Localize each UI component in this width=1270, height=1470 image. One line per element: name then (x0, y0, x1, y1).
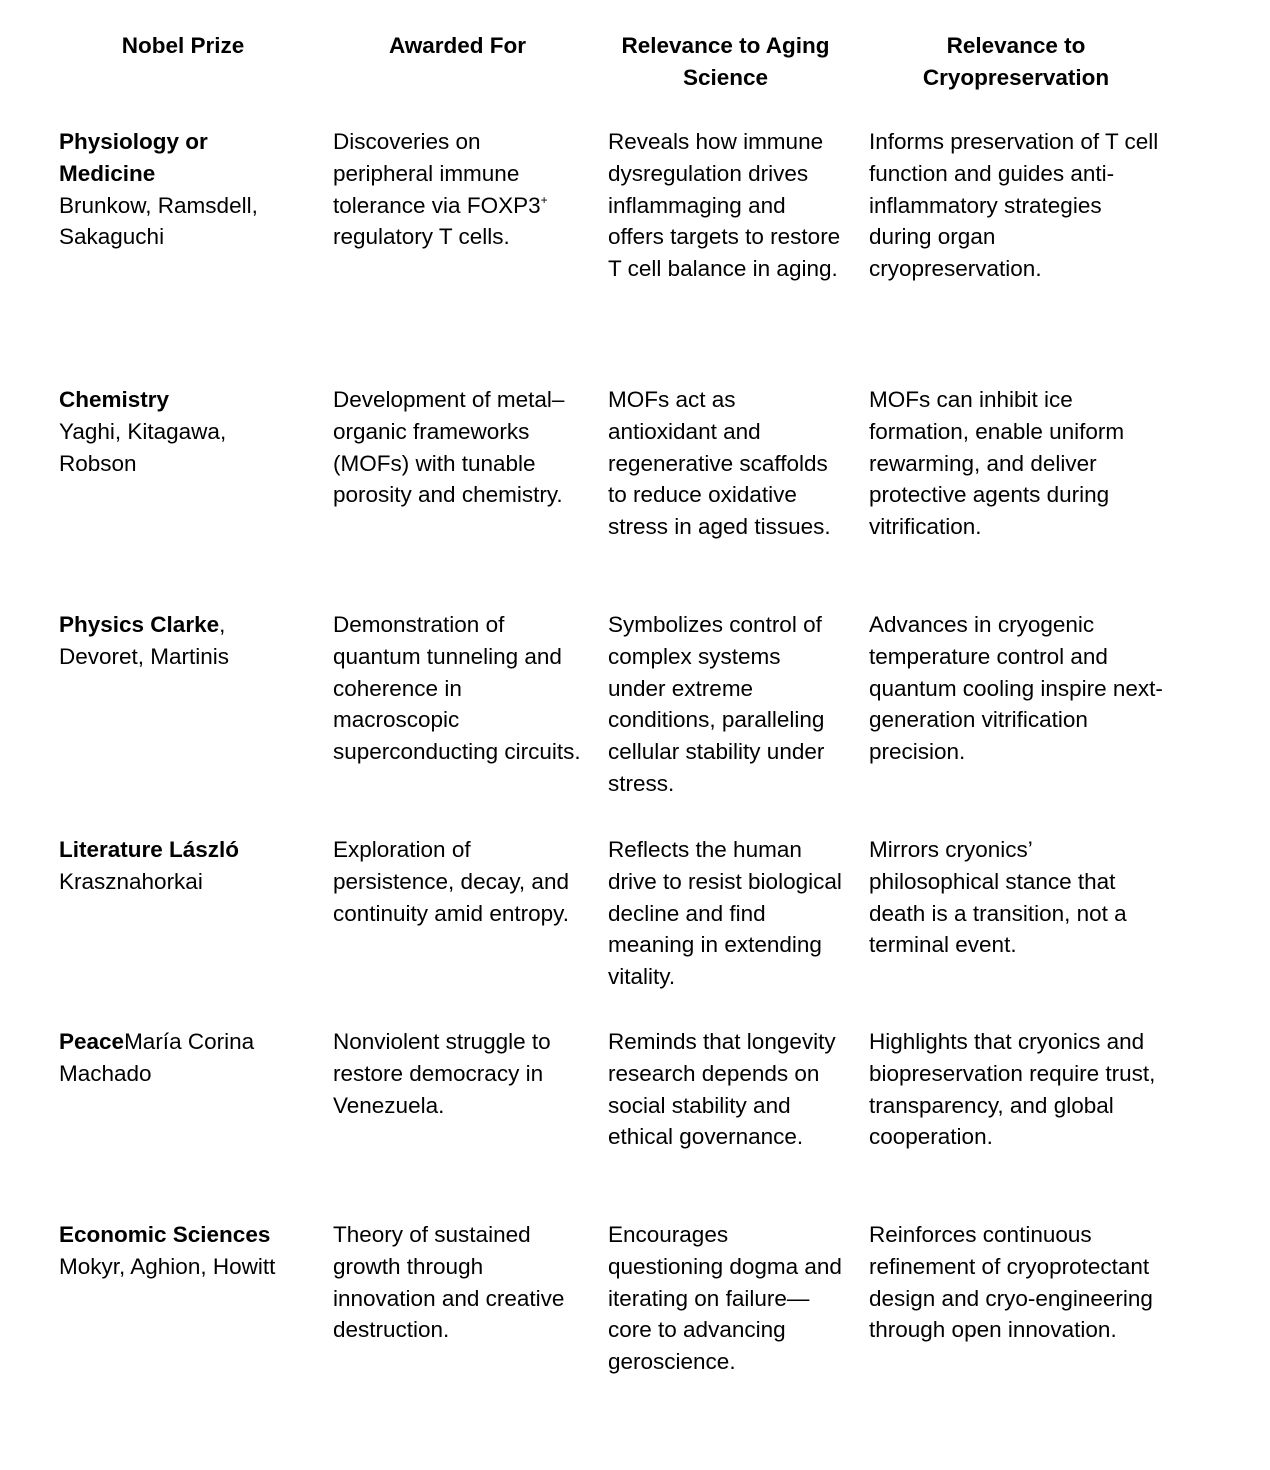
prize-category: Peace (59, 1029, 125, 1054)
prize-category: Literature László (59, 837, 240, 862)
cryo-cell: Mirrors cryonics’ philosophical stance that death is a transition, not a terminal event. (869, 837, 1127, 958)
cryo-cell: Reinforces continuous refinement of cryoprotectant design and cryo-engineering through open innovation. (869, 1222, 1153, 1343)
aging-cell: Symbolizes control of complex systems under extreme conditions, paralleling cellular stability under stress. (608, 612, 825, 796)
prize-laureates: María Corina Machado (59, 1029, 255, 1086)
prize-laureates: Brunkow, Ramsdell, Sakaguchi (59, 192, 258, 250)
prize-category: Physics Clarke (59, 612, 220, 637)
superscript-plus: + (540, 192, 548, 207)
cryo-cell: Advances in cryogenic temperature control and quantum cooling inspire next-generation vitrification precision. (869, 612, 1163, 765)
awarded-cell: Exploration of persistence, decay, and continuity amid entropy. (333, 837, 569, 926)
prize-cell (46, 609, 320, 834)
prize-laureates: Krasznahorkai (59, 868, 203, 894)
table-row (46, 126, 1176, 384)
awarded-cell: Theory of sustained growth through innovation and creative destruction. (333, 1222, 565, 1343)
awarded-text: Discoveries on peripheral immune tolerance via FOXP3 (333, 129, 541, 218)
aging-cell: Reminds that longevity research depends on social stability and ethical governance. (608, 1029, 836, 1150)
prize-category: Economic Sciences (59, 1222, 271, 1247)
prize-laureates: Mokyr, Aghion, Howitt (59, 1253, 276, 1279)
nobel-prize-table (46, 28, 1176, 1419)
table-header-row (46, 28, 1176, 126)
table-row (46, 1026, 1176, 1219)
prize-laureates: Yaghi, Kitagawa, Robson (59, 418, 227, 476)
prize-category: Chemistry (59, 387, 170, 412)
awarded-cell: Nonviolent struggle to restore democracy in Venezuela. (333, 1029, 551, 1118)
prize-category: Physiology or Medicine (59, 129, 208, 186)
prize-cell (46, 1219, 320, 1419)
cryo-cell: Informs preservation of T cell function and guides anti-inflammatory strategies during organ cryopreservation. (869, 129, 1159, 282)
prize-cell (46, 1026, 320, 1219)
awarded-cell (320, 126, 595, 384)
table-row (46, 834, 1176, 1026)
awarded-cell: Development of metal–organic frameworks (MOFs) with tunable porosity and chemistry. (333, 387, 565, 508)
prize-cell (46, 126, 320, 384)
prize-cell (46, 384, 320, 609)
table-row (46, 609, 1176, 834)
aging-cell: Reveals how immune dysregulation drives inflammaging and offers targets to restore T cell balance in aging. (608, 129, 841, 282)
header-awarded-for: Awarded For (388, 33, 527, 58)
awarded-cell: Demonstration of quantum tunneling and coherence in macroscopic superconducting circuits. (333, 612, 581, 765)
awarded-text-continued: regulatory T cells. (333, 224, 510, 250)
aging-cell: MOFs act as antioxidant and regenerative scaffolds to reduce oxidative stress in aged tissues. (608, 387, 831, 540)
prize-cell (46, 834, 320, 1026)
prize-laureates: , Devoret, Martinis (59, 612, 230, 669)
cryo-cell: MOFs can inhibit ice formation, enable uniform rewarming, and deliver protective agents during vitrification. (869, 387, 1125, 540)
header-relevance-aging: Relevance to Aging Science (621, 33, 830, 90)
header-nobel-prize: Nobel Prize (121, 33, 245, 58)
table-row (46, 1219, 1176, 1419)
aging-cell: Reflects the human drive to resist biological decline and find meaning in extending vitality. (608, 837, 842, 990)
table-row (46, 384, 1176, 609)
aging-cell: Encourages questioning dogma and iterating on failure—core to advancing geroscience. (608, 1222, 842, 1375)
header-relevance-cryo: Relevance to Cryopreservation (922, 33, 1110, 90)
cryo-cell: Highlights that cryonics and biopreservation require trust, transparency, and global cooperation. (869, 1029, 1156, 1150)
